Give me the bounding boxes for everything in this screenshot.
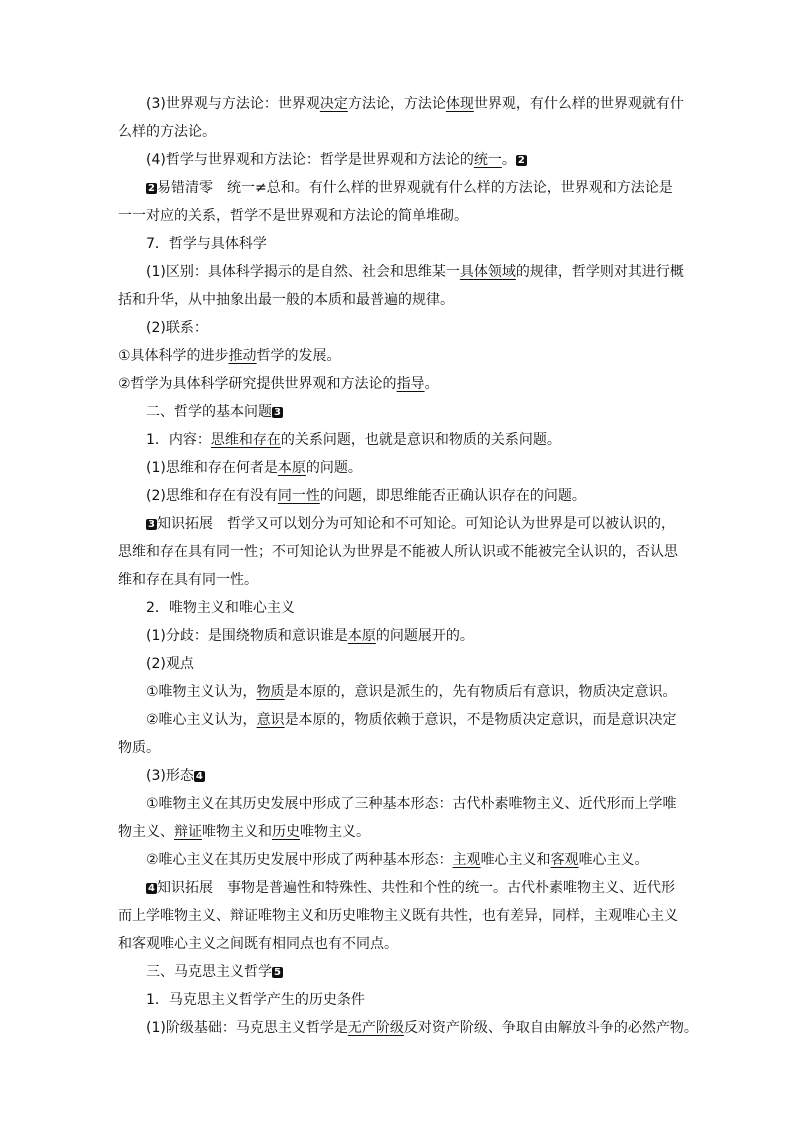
paragraph-continuation: 物质。 <box>118 740 160 756</box>
note-marker-badge: 3 <box>146 519 157 530</box>
key-term: 推动 <box>228 348 257 364</box>
section-heading: 1．马克思主义哲学产生的历史条件 <box>146 992 365 1008</box>
key-term: 主观 <box>452 852 481 868</box>
paragraph-content: 1．内容：思维和存在的关系问题，也就是意识和物质的关系问题。 <box>146 432 561 448</box>
key-term: 具体领域 <box>459 264 516 280</box>
section-heading: 三、马克思主义哲学 5 <box>146 962 283 982</box>
paragraph-class-basis: (1)阶级基础：马克思主义哲学是无产阶级反对资产阶级、争取自由解放斗争的必然产物。 <box>146 1020 698 1036</box>
list-item: ①具体科学的进步推动哲学的发展。 <box>118 348 341 364</box>
list-item: (2)思维和存在有没有同一性的问题，即思维能否正确认识存在的问题。 <box>146 488 586 504</box>
key-term: 辩证 <box>174 824 202 840</box>
key-term: 客观 <box>550 852 579 868</box>
paragraph-philosophy-unity: (4)哲学与世界观和方法论：哲学是世界观和方法论的统一。 2 <box>146 150 527 170</box>
list-item: ①唯物主义在其历史发展中形成了三种基本形态：古代朴素唯物主义、近代形而上学唯 <box>146 796 677 812</box>
paragraph-continuation: 么样的方法论。 <box>118 124 216 140</box>
paragraph-continuation: 维和存在具有同一性。 <box>118 572 258 588</box>
key-term: 无产阶级 <box>347 1020 404 1036</box>
paragraph-continuation: 思维和存在具有同一性；不可知论认为世界是不能被人所认识或不能被完全认识的，否认思 <box>118 544 678 560</box>
list-item: ②唯心主义在其历史发展中形成了两种基本形态：主观唯心主义和客观唯心主义。 <box>146 852 649 868</box>
key-term: 本原 <box>277 460 306 476</box>
list-item: ②唯心主义认为，意识是本原的，物质依赖于意识，不是物质决定意识，而是意识决定 <box>146 712 677 728</box>
key-term: 决定 <box>319 96 348 112</box>
list-item: ①唯物主义认为，物质是本原的，意识是派生的，先有物质后有意识，物质决定意识。 <box>146 684 677 700</box>
note-knowledge-extension: 4 知识拓展 事物是普遍性和特殊性、共性和个性的统一。古代朴素唯物主义、近代形 <box>146 878 675 898</box>
paragraph-worldview-methodology: (3)世界观与方法论：世界观决定方法论，方法论体现世界观，有什么样的世界观就有什 <box>146 96 684 112</box>
key-term: 思维和存在 <box>210 432 281 448</box>
section-heading: 7．哲学与具体科学 <box>146 236 267 252</box>
section-heading: 二、哲学的基本问题 3 <box>146 402 283 422</box>
key-term: 本原 <box>347 628 376 644</box>
key-term: 体现 <box>445 96 474 112</box>
section-heading: 2．唯物主义和唯心主义 <box>146 600 295 616</box>
note-marker-badge: 4 <box>146 883 157 894</box>
list-item: ②哲学为具体科学研究提供世界观和方法论的指导。 <box>118 376 439 392</box>
key-term: 指导 <box>396 376 425 392</box>
note-marker-badge: 5 <box>272 967 283 978</box>
paragraph-continuation: 一一对应的关系，哲学不是世界观和方法论的简单堆砌。 <box>118 208 468 224</box>
paragraph-continuation: 和客观唯心主义之间既有相同点也有不同点。 <box>118 936 398 952</box>
key-term: 意识 <box>256 712 285 728</box>
list-item: (1)思维和存在何者是本原的问题。 <box>146 460 362 476</box>
key-term: 同一性 <box>277 488 320 504</box>
note-knowledge-extension: 3 知识拓展 哲学又可以划分为可知论和不可知论。可知论认为世界是可以被认识的， <box>146 514 675 534</box>
note-marker-badge: 2 <box>146 183 157 194</box>
paragraph-divergence: (1)分歧：是围绕物质和意识谁是本原的问题展开的。 <box>146 628 474 644</box>
note-marker-badge: 4 <box>194 771 205 782</box>
paragraph-difference: (1)区别：具体科学揭示的是自然、社会和思维某一具体领域的规律，哲学则对其进行概 <box>146 264 684 280</box>
key-term: 统一 <box>473 152 502 168</box>
paragraph-connection: (2)联系： <box>146 320 208 336</box>
note-common-mistake: 2 易错清零 统一≠总和。有什么样的世界观就有什么样的方法论，世界观和方法论是 <box>146 178 673 198</box>
note-marker-badge: 3 <box>272 407 283 418</box>
paragraph-viewpoints: (2)观点 <box>146 656 194 672</box>
note-marker-badge: 2 <box>516 155 527 166</box>
paragraph-continuation: 物主义、辩证唯物主义和历史唯物主义。 <box>118 824 370 840</box>
key-term: 物质 <box>256 684 285 700</box>
paragraph-continuation: 而上学唯物主义、辩证唯物主义和历史唯物主义既有共性，也有差异，同样，主观唯心主义 <box>118 908 678 924</box>
paragraph-continuation: 括和升华，从中抽象出最一般的本质和最普遍的规律。 <box>118 292 454 308</box>
key-term: 历史 <box>272 824 300 840</box>
paragraph-forms: (3)形态 4 <box>146 766 205 786</box>
